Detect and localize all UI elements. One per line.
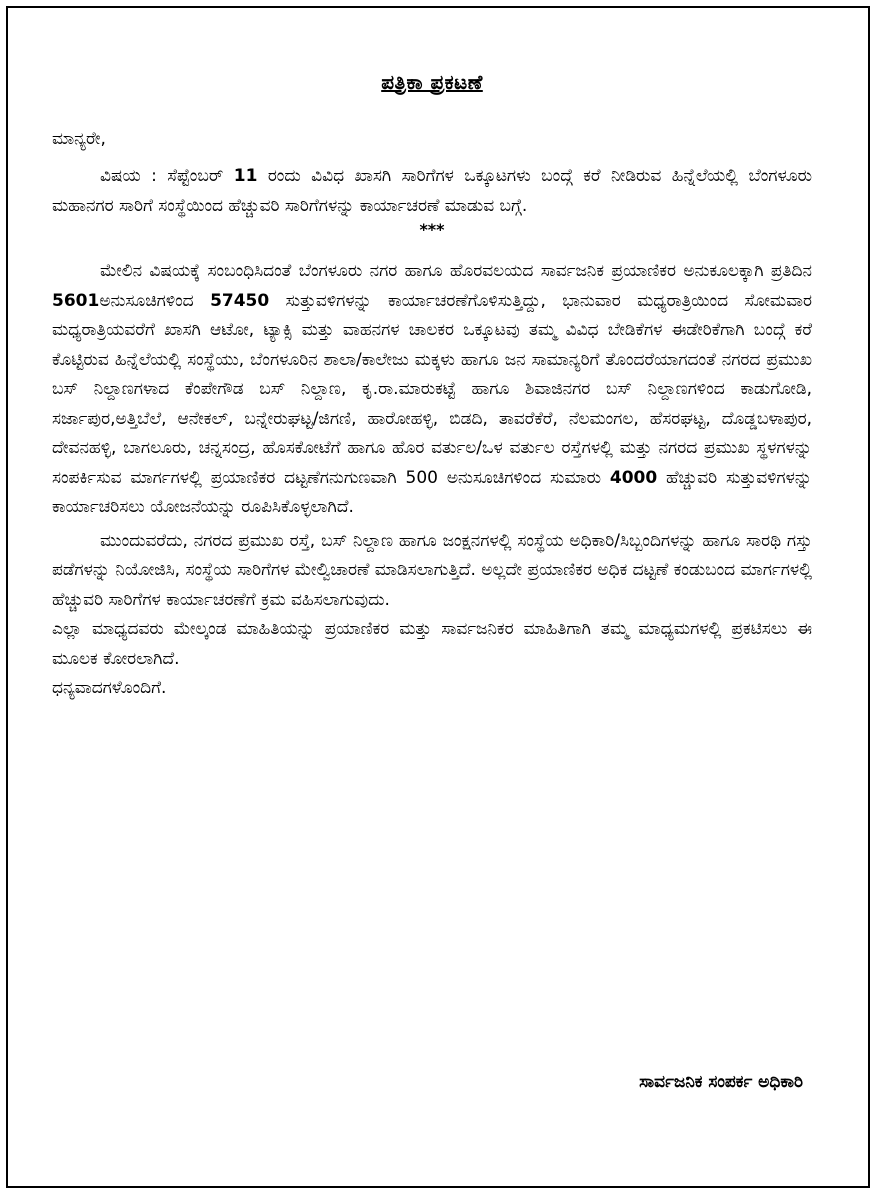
- salutation: ಮಾನ್ಯರೇ,: [52, 129, 106, 149]
- signature: ಸಾರ್ವಜನಿಕ ಸಂಪರ್ಕ ಅಧಿಕಾರಿ: [639, 1072, 803, 1092]
- para1-number-schedules: 5601: [52, 290, 100, 311]
- subject-part1: ವಿಷಯ : ಸೆಪ್ಟೆಂಬರ್: [100, 166, 234, 186]
- document-title: ಪತ್ರಿಕಾ ಪ್ರಕಟಣೆ: [381, 70, 483, 94]
- subject-paragraph: [52, 162, 812, 221]
- para1-number-trips: 57450: [210, 290, 270, 311]
- para1-number-extra-trips: 4000: [609, 467, 658, 488]
- press-release-body: [52, 70, 812, 704]
- para1-text-e: ಹೆಚ್ಚುವರಿ ಸುತ್ತುವಳಿಗಳನ್ನು ಕಾರ್ಯಾಚರಿಸಲು ಯೋಜನೆಯನ್ನು ರೂಪಿಸಿಕೊಳ್ಳಲಾಗಿದೆ.: [52, 467, 812, 517]
- para1-number-extra-schedules: 500: [405, 467, 438, 488]
- body-paragraph-1: [52, 257, 812, 523]
- body-paragraph-3: ಎಲ್ಲಾ ಮಾಧ್ಯದವರು ಮೇಲ್ಕಂಡ ಮಾಹಿತಿಯನ್ನು ಪ್ರಯಾಣಿಕರ ಮತ್ತು ಸಾರ್ವಜನಿಕರ ಮಾಹಿತಿಗಾಗಿ ತಮ್ಮ ಮಾಧ್ಯಮಗಳಲ್ಲಿ ಪ್ರಕಟಿಸಲು ಈ ಮೂಲಕ ಕೋರಲಾಗಿದೆ.: [52, 619, 812, 669]
- para1-text-a: ಮೇಲಿನ ವಿಷಯಕ್ಕೆ ಸಂಬಂಧಿಸಿದಂತೆ ಬೆಂಗಳೂರು ನಗರ ಹಾಗೂ ಹೊರವಲಯದ ಸಾರ್ವಜನಿಕ ಪ್ರಯಾಣಿಕರ ಅನುಕೂಲಕ್ಕಾಗಿ ಪ್ರತಿದಿನ: [100, 261, 812, 281]
- separator: ***: [419, 220, 445, 239]
- closing-line: ಧನ್ಯವಾದಗಳೊಂದಿಗೆ.: [52, 678, 167, 698]
- para1-text-b: ಅನುಸೂಚಿಗಳಿಂದ: [99, 290, 211, 311]
- subject-part2: ರಂದು ವಿವಿಧ ಖಾಸಗಿ ಸಾರಿಗೆಗಳ ಒಕ್ಕೂಟಗಳು ಬಂದ್ಗೆ ಕರೆ ನೀಡಿರುವ ಹಿನ್ನೆಲೆಯಲ್ಲಿ ಬೆಂಗಳೂರು ಮಹಾನಗರ ಸಾರಿಗೆ ಸಂಸ್ಥೆಯಿಂದ ಹೆಚ್ಚುವರಿ ಸಾರಿಗೆಗಳನ್ನು ಕಾರ್ಯಾಚರಣೆ ಮಾಡುವ ಬಗ್ಗೆ.: [52, 166, 812, 216]
- subject-date-number: 11: [233, 166, 258, 186]
- para1-text-d: ಅನುಸೂಚಿಗಳಿಂದ ಸುಮಾರು: [438, 467, 610, 488]
- body-paragraph-2: ಮುಂದುವರೆದು, ನಗರದ ಪ್ರಮುಖ ರಸ್ತೆ, ಬಸ್ ನಿಲ್ದಾಣ ಹಾಗೂ ಜಂಕ್ಷನಗಳಲ್ಲಿ ಸಂಸ್ಥೆಯ ಅಧಿಕಾರಿ/ಸಿಬ್ಬಂದಿಗಳನ್ನು ಹಾಗೂ ಸಾರಥಿ ಗಸ್ತು ಪಡೆಗಳನ್ನು ನಿಯೋಜಿಸಿ, ಸಂಸ್ಥೆಯ ಸಾರಿಗೆಗಳ ಮೇಲ್ವಿಚಾರಣೆ ಮಾಡಿಸಲಾಗುತ್ತಿದೆ. ಅಲ್ಲದೇ ಪ್ರಯಾಣಿಕರ ಅಧಿಕ ದಟ್ಟಣೆ ಕಂಡುಬಂದ ಮಾರ್ಗಗಳಲ್ಲಿ ಹೆಚ್ಚುವರಿ ಸಾರಿಗೆಗಳ ಕಾರ್ಯಾಚರಣೆಗೆ ಕ್ರಮ ವಹಿಸಲಾಗುವುದು.: [52, 530, 813, 610]
- para1-text-c: ಸುತ್ತುವಳಿಗಳನ್ನು ಕಾರ್ಯಾಚರಣೆಗೊಳಿಸುತ್ತಿದ್ದು, ಭಾನುವಾರ ಮಧ್ಯರಾತ್ರಿಯಿಂದ ಸೋಮವಾರ ಮಧ್ಯರಾತ್ರಿಯವರೆಗೆ ಖಾಸಗಿ ಆಟೋ, ಟ್ಯಾಕ್ಸಿ ಮತ್ತು ವಾಹನಗಳ ಚಾಲಕರ ಒಕ್ಕೂಟವು ತಮ್ಮ ವಿವಿಧ ಬೇಡಿಕೆಗಳ ಈಡೇರಿಕೆಗಾಗಿ ಬಂದ್ಗೆ ಕರೆ ಕೊಟ್ಟಿರುವ ಹಿನ್ನೆಲೆಯಲ್ಲಿ ಸಂಸ್ಥೆಯು, ಬೆಂಗಳೂರಿನ ಶಾಲಾ/ಕಾಲೇಜು ಮಕ್ಕಳು ಹಾಗೂ ಜನ ಸಾಮಾನ್ಯರಿಗೆ ತೊಂದರೆಯಾಗದಂತೆ ನಗರದ ಪ್ರಮುಖ ಬಸ್ ನಿಲ್ದಾಣಗಳಾದ ಕೆಂಪೇಗೌಡ ಬಸ್ ನಿಲ್ದಾಣ, ಕೃ.ರಾ.ಮಾರುಕಟ್ಟೆ ಹಾಗೂ ಶಿವಾಜಿನಗರ ಬಸ್ ನಿಲ್ದಾಣಗಳಿಂದ ಕಾಡುಗೋಡಿ, ಸರ್ಜಾಪುರ,ಅತ್ತಿಬೆಲೆ, ಆನೇಕಲ್, ಬನ್ನೇರುಘಟ್ಟ/ಜಿಗಣಿ, ಹಾರೋಹಳ್ಳಿ, ಬಿಡದಿ, ತಾವರೆಕೆರೆ, ನೆಲಮಂಗಲ, ಹೆಸರಘಟ್ಟ, ದೊಡ್ಡಬಳಾಪುರ, ದೇವನಹಳ್ಳಿ, ಬಾಗಲೂರು, ಚನ್ನಸಂದ್ರ, ಹೊಸಕೋಟೆಗೆ ಹಾಗೂ ಹೊರ ವರ್ತುಲ/ಒಳ ವರ್ತುಲ ರಸ್ತೆಗಳಲ್ಲಿ ಮತ್ತು ನಗರದ ಪ್ರಮುಖ ಸ್ಥಳಗಳನ್ನು ಸಂಪರ್ಕಿಸುವ ಮಾರ್ಗಗಳಲ್ಲಿ ಪ್ರಯಾಣಿಕರ ದಟ್ಟಣೆಗನುಗುಣವಾಗಿ: [52, 290, 813, 488]
